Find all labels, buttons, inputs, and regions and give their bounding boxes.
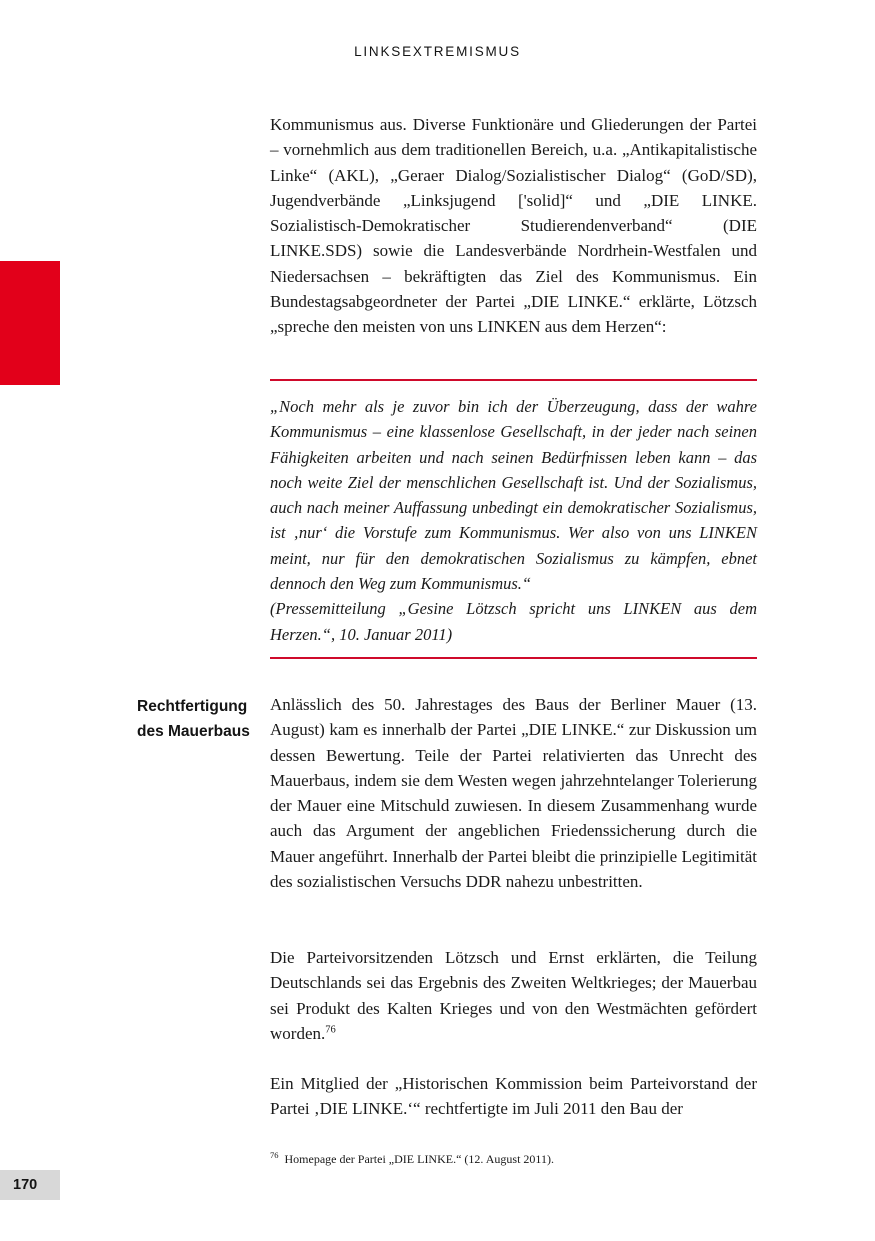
paragraph-text: Die Parteivorsitzenden Lötzsch und Ernst erklärten, die Teilung Deutschlands sei das Ergebnis des Zweiten Weltkrieges; der Mauerbau sei Produkt des Kalten Krieges und von den Westmächten gefördert worden. bbox=[270, 948, 757, 1043]
footnote-reference-76: 76 bbox=[325, 1024, 336, 1036]
body-paragraph-parteivorsitzende bbox=[270, 945, 757, 1046]
page-header-title: LINKSEXTREMISMUS bbox=[354, 44, 521, 59]
blockquote-loetzsch bbox=[270, 379, 757, 659]
chapter-marker-bar bbox=[0, 261, 60, 385]
margin-heading-line2: des Mauerbaus bbox=[137, 723, 250, 741]
page-number: 170 bbox=[13, 1177, 38, 1193]
footnote bbox=[270, 1152, 757, 1167]
margin-heading-line1: Rechtfertigung bbox=[137, 698, 248, 715]
blockquote-text: „Noch mehr als je zuvor bin ich der Überzeugung, dass der wahre Kommunismus – eine klassenlose Gesellschaft, in der jeder nach seinen Fähigkeiten arbeiten und nach seinen Bedürfnissen leben kann – das noch weite Ziel der menschlichen Gesellschaft ist. Und der Sozialismus, auch nach meiner Auffassung unbedingt ein demokratischer Sozialismus, ist ‚nur‘ die Vorstufe zum Kommunismus. Wer also von uns LINKEN meint, nur für den demokratischen Sozialismus zu kämpfen, ebnet dennoch den Weg zum Kommunismus.“ bbox=[270, 397, 757, 594]
body-paragraph-kommunismus: Kommunismus aus. Diverse Funktionäre und Gliederungen der Partei – vornehmlich aus dem traditionellen Bereich, u.a. „Antikapitalistische Linke“ (AKL), „Geraer Dialog/Sozialistischer Dialog“ (GoD/SD), Jugendverbände „Linksjugend ['solid]“ und „DIE LINKE. Sozialistisch-Demokratischer Studierendenverband“ (DIE LINKE.SDS) sowie die Landesverbände Nordrhein-Westfalen und Niedersachsen – bekräftigten das Ziel des Kommunismus. Ein Bundestagsabgeordneter der Partei „DIE LINKE.“ erklärte, Lötzsch „spreche den meisten von uns LINKEN aus dem Herzen“: bbox=[270, 115, 757, 337]
page-number-box bbox=[0, 1170, 60, 1200]
margin-heading-mauerbau bbox=[137, 694, 267, 745]
body-paragraph-historische-kommission: Ein Mitglied der „Historischen Kommission beim Parteivorstand der Partei ‚DIE LINKE.‘“ rechtfertigte im Juli 2011 den Bau der bbox=[270, 1074, 757, 1119]
footnote-marker: 76 bbox=[270, 1150, 279, 1160]
footnote-text: Homepage der Partei „DIE LINKE.“ (12. August 2011). bbox=[284, 1152, 554, 1166]
blockquote-source: (Pressemitteilung „Gesine Lötzsch spricht uns LINKEN aus dem Herzen.“, 10. Januar 2011) bbox=[270, 599, 757, 644]
body-paragraph-mauerbau: Anlässlich des 50. Jahrestages des Baus der Berliner Mauer (13. August) kam es innerhalb der Partei „DIE LINKE.“ zur Diskussion um dessen Bewertung. Teile der Partei relativierten das Unrecht des Mauerbaus, indem sie dem Westen wegen jahrzehntelanger Tolerierung der Mauer eine Mitschuld zuwiesen. In diesem Zusammenhang wurde auch das Argument der angeblichen Friedenssicherung durch die Mauer angeführt. Innerhalb der Partei bleibt die prinzipielle Legitimität des sozialistischen Versuchs DDR nahezu unbestritten. bbox=[270, 695, 757, 892]
